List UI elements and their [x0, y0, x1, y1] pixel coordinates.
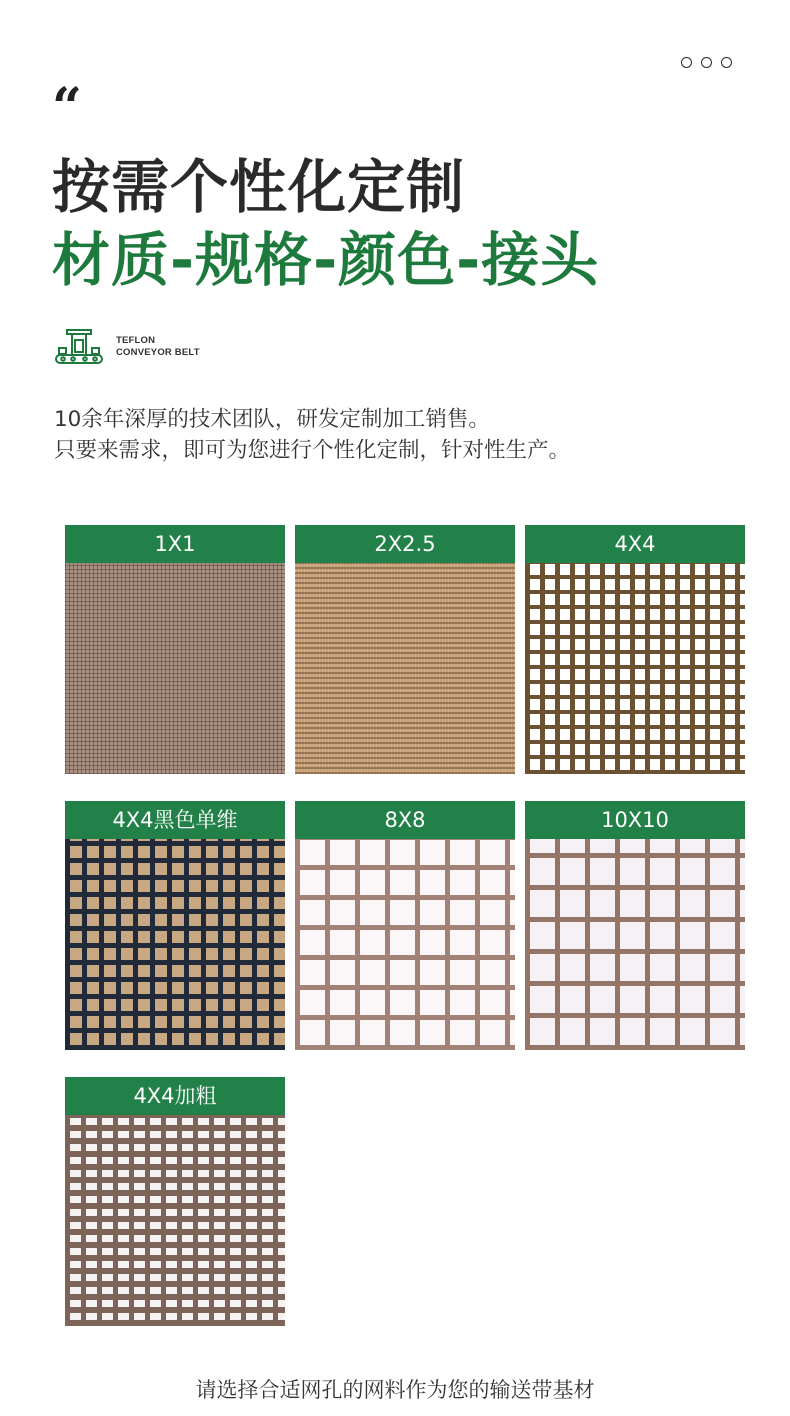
mesh-image [525, 839, 745, 1050]
mesh-label: 4X4 [525, 525, 745, 563]
dot-icon [721, 57, 732, 68]
mesh-tile-2x2-5 [295, 525, 515, 774]
more-dots-icon [681, 57, 732, 68]
brand-logo [54, 328, 200, 366]
mesh-label: 10X10 [525, 801, 745, 839]
mesh-tile-8x8 [295, 801, 515, 1050]
description [54, 404, 570, 466]
quote-mark-icon: “ [52, 77, 82, 138]
mesh-label: 8X8 [295, 801, 515, 839]
mesh-tile-1x1 [65, 525, 285, 774]
dot-icon [681, 57, 692, 68]
mesh-image [295, 563, 515, 774]
mesh-tile-10x10 [525, 801, 745, 1050]
brand-text [116, 335, 200, 359]
mesh-image [65, 563, 285, 774]
mesh-label: 4X4加粗 [65, 1077, 285, 1115]
mesh-image [525, 563, 745, 774]
factory-conveyor-icon [54, 328, 104, 366]
description-line-1: 10余年深厚的技术团队，研发定制加工销售。 [54, 407, 490, 432]
dot-icon [701, 57, 712, 68]
mesh-image [295, 839, 515, 1050]
mesh-tile-4x4-thick [65, 1077, 285, 1326]
page-subtitle: 材质-规格-颜色-接头 [52, 226, 600, 294]
page-title: 按需个性化定制 [52, 153, 466, 221]
mesh-label: 2X2.5 [295, 525, 515, 563]
brand-line-1: TEFLON [116, 335, 156, 346]
mesh-tile-4x4 [525, 525, 745, 774]
mesh-tile-4x4-black [65, 801, 285, 1050]
brand-line-2: CONVEYOR BELT [116, 347, 200, 358]
mesh-image [65, 839, 285, 1050]
mesh-image [65, 1115, 285, 1326]
footer-note: 请选择合适网孔的网料作为您的输送带基材 [195, 1378, 595, 1402]
mesh-label: 1X1 [65, 525, 285, 563]
mesh-label: 4X4黑色单维 [65, 801, 285, 839]
description-line-2: 只要来需求，即可为您进行个性化定制，针对性生产。 [54, 438, 571, 463]
